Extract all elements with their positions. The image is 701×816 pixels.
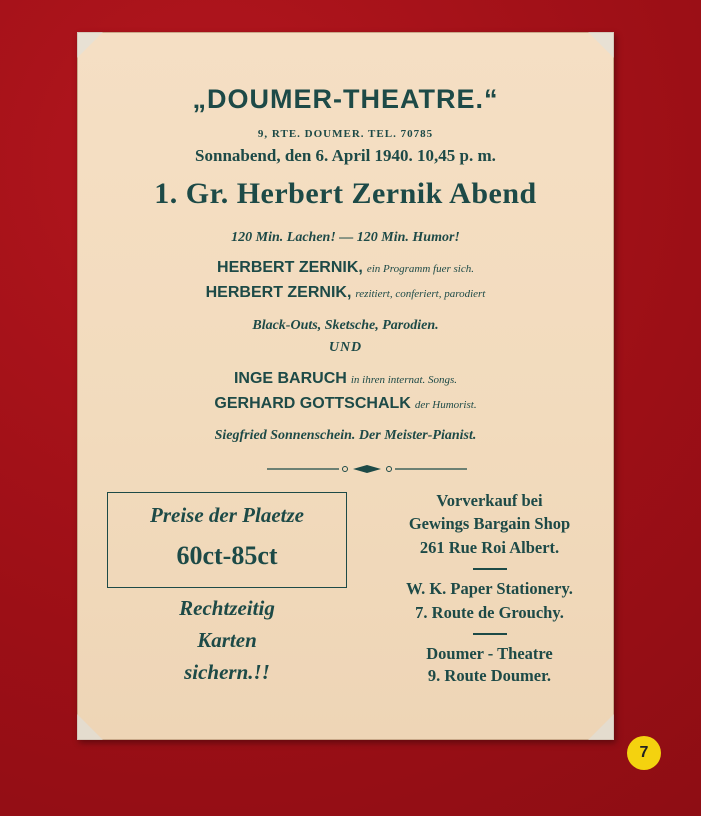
page-number-badge: 7 <box>627 736 661 770</box>
presale-line: W. K. Paper Stationery. <box>406 579 573 598</box>
photo-corner <box>588 714 614 740</box>
theatre-poster <box>77 32 614 740</box>
presale-divider <box>473 633 507 635</box>
event-date: Sonnabend, den 6. April 1940. 10,45 p. m. <box>195 146 496 165</box>
presale-line: 7. Route de Grouchy. <box>415 603 564 622</box>
price-box <box>107 492 347 588</box>
performer-desc: rezitiert, conferiert, parodiert <box>355 288 486 300</box>
guest-line <box>77 370 614 388</box>
guest-desc: in ihren internat. Songs. <box>350 374 458 386</box>
photo-corner <box>77 714 103 740</box>
ornament-divider <box>267 462 467 476</box>
event-headline: 1. Gr. Herbert Zernik Abend <box>154 177 537 210</box>
poster-title: „DOUMER-THEATRE.“ <box>192 84 499 114</box>
guest-name: INGE BARUCH <box>233 370 347 387</box>
presale-line: 261 Rue Roi Albert. <box>419 538 560 557</box>
notice-line: Rechtzeitig <box>179 596 275 620</box>
photo-corner <box>77 32 103 58</box>
notice-line: sichern.!! <box>184 660 270 684</box>
presale-line: Doumer - Theatre <box>426 644 553 663</box>
pianist-line: Siegfried Sonnenschein. Der Meister-Pianist. <box>214 428 477 443</box>
guest-name: GERHARD GOTTSCHALK <box>214 395 411 412</box>
und-line: UND <box>328 340 363 355</box>
performer-line <box>77 284 614 302</box>
performer-name: HERBERT ZERNIK, <box>217 259 363 276</box>
theatre-address: 9, RTE. DOUMER. TEL. 70785 <box>257 128 434 140</box>
event-tagline: 120 Min. Lachen! — 120 Min. Humor! <box>231 230 460 245</box>
notice-line: Karten <box>197 628 257 652</box>
presale-line: Gewings Bargain Shop <box>408 514 571 533</box>
photo-corner <box>588 32 614 58</box>
presale-line: Vorverkauf bei <box>436 491 543 510</box>
guest-desc: der Humorist. <box>414 399 477 411</box>
presale-divider <box>473 568 507 570</box>
performer-desc: ein Programm fuer sich. <box>366 263 474 275</box>
presale-line: 9. Route Doumer. <box>427 666 552 685</box>
guest-line <box>77 395 614 413</box>
performer-name: HERBERT ZERNIK, <box>205 284 352 301</box>
sketches-line: Black-Outs, Sketsche, Parodien. <box>252 318 439 333</box>
performer-line <box>77 259 614 277</box>
price-label: Preise der Plaetze <box>150 503 304 527</box>
price-value: 60ct-85ct <box>176 541 278 570</box>
